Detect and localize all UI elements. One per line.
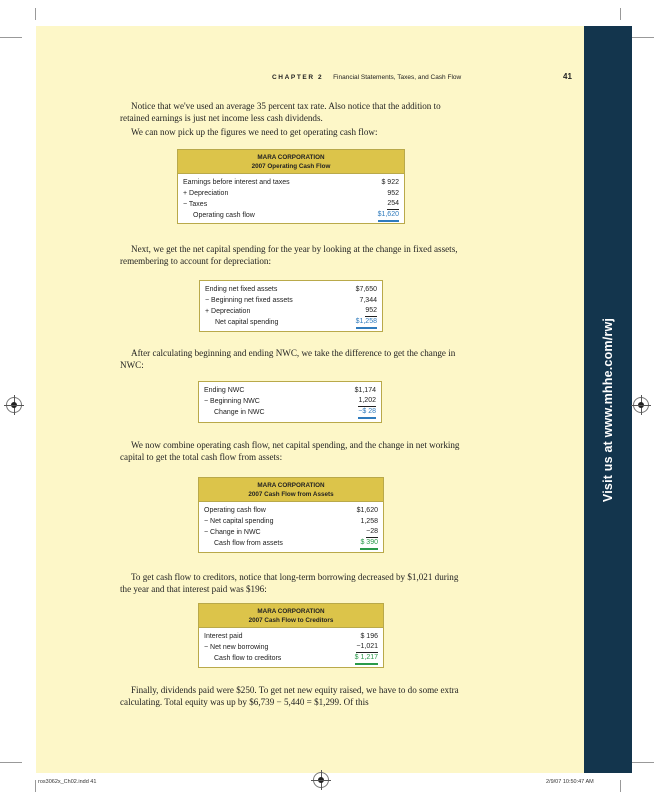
crop-mark xyxy=(35,780,36,792)
table-row xyxy=(204,538,378,549)
table-row xyxy=(183,199,399,210)
paragraph: Finally, dividends paid were $250. To get net new equity raised, we have to do some extra calculating. Total equity was up by $6,739 − 5,440 = $1,299. Of this xyxy=(120,685,459,707)
footer-timestamp: 2/9/07 10:50:47 AM xyxy=(546,779,594,785)
footer-filename: ros3062x_Ch02.indd 41 xyxy=(38,779,97,785)
row-label: Operating cash flow xyxy=(204,507,266,514)
row-value: 1,202 xyxy=(358,396,376,407)
table-row xyxy=(204,631,378,642)
row-label: Interest paid xyxy=(204,633,243,640)
table-title: MARA CORPORATION xyxy=(257,154,325,161)
row-label: Ending net fixed assets xyxy=(205,286,278,293)
table-subtitle: 2007 Cash Flow from Assets xyxy=(248,491,334,498)
table-row xyxy=(205,284,377,295)
paragraph: Next, we get the net capital spending for the year by looking at the change in fixed assets, remembering to account for depreciation: xyxy=(120,244,458,266)
crop-mark xyxy=(632,37,654,38)
table-row xyxy=(204,642,378,653)
paragraph: We can now pick up the figures we need to get operating cash flow: xyxy=(131,127,378,137)
row-value: $ 196 xyxy=(360,633,378,640)
paragraph: To get cash flow to creditors, notice that long-term borrowing decreased by $1,021 during the year and that interest paid was $196: xyxy=(120,572,459,594)
table-row xyxy=(204,516,378,527)
table-row xyxy=(183,188,399,199)
change-in-nwc-table xyxy=(198,381,382,423)
crop-mark xyxy=(632,762,654,763)
operating-cash-flow-table xyxy=(177,149,405,224)
row-value: 952 xyxy=(365,306,377,317)
row-label: − Beginning NWC xyxy=(204,398,260,405)
registration-mark-icon xyxy=(313,772,329,788)
sidebar-url-text: Visit us at www.mhhe.com/rwj xyxy=(601,317,615,503)
row-value: $ 922 xyxy=(381,179,399,186)
total-value: $ 1,217 xyxy=(355,653,378,665)
row-label: − Net new borrowing xyxy=(204,644,269,651)
crop-mark xyxy=(35,8,36,20)
table-subtitle: 2007 Operating Cash Flow xyxy=(251,163,331,170)
total-value: $1,258 xyxy=(356,317,377,329)
crop-mark xyxy=(620,8,621,20)
total-value: $1,620 xyxy=(378,210,399,222)
row-label: Ending NWC xyxy=(204,387,245,394)
crop-mark xyxy=(620,780,621,792)
row-label: − Beginning net fixed assets xyxy=(205,297,293,304)
crop-mark xyxy=(0,37,22,38)
table-row xyxy=(204,653,378,664)
page-number: 41 xyxy=(563,72,572,81)
running-header xyxy=(272,74,461,81)
row-label: Net capital spending xyxy=(215,319,279,326)
row-label: − Change in NWC xyxy=(204,529,261,536)
row-label: − Taxes xyxy=(183,201,208,208)
row-value: 7,344 xyxy=(359,297,377,304)
chapter-label: CHAPTER 2 xyxy=(272,74,324,81)
row-value: $1,620 xyxy=(356,507,378,514)
table-row xyxy=(205,306,377,317)
table-header xyxy=(178,150,404,174)
table-title: MARA CORPORATION xyxy=(257,482,325,489)
registration-mark-icon xyxy=(633,397,649,413)
crop-mark xyxy=(0,762,22,763)
row-value: 952 xyxy=(387,190,399,197)
table-row xyxy=(204,407,376,418)
table-row xyxy=(205,317,377,328)
total-value: $ 390 xyxy=(360,538,378,550)
paragraph: We now combine operating cash flow, net capital spending, and the change in net working capital to get the total cash flow from assets: xyxy=(120,440,460,462)
table-row xyxy=(204,385,376,396)
row-value: 254 xyxy=(387,199,399,210)
table-row xyxy=(204,505,378,516)
table-subtitle: 2007 Cash Flow to Creditors xyxy=(248,617,334,624)
row-label: Earnings before interest and taxes xyxy=(183,179,290,186)
table-row xyxy=(204,527,378,538)
net-capital-spending-table xyxy=(199,280,383,332)
row-label: Cash flow to creditors xyxy=(214,655,282,662)
row-label: + Depreciation xyxy=(205,308,251,315)
row-value: −1,021 xyxy=(356,642,378,653)
row-label: + Depreciation xyxy=(183,190,229,197)
total-value: −$ 28 xyxy=(358,407,376,419)
cash-flow-from-assets-table xyxy=(198,477,384,553)
table-row xyxy=(205,295,377,306)
row-value: 1,258 xyxy=(360,518,378,525)
row-label: Cash flow from assets xyxy=(214,540,283,547)
table-header xyxy=(199,604,383,628)
registration-mark-icon xyxy=(6,397,22,413)
row-value: −28 xyxy=(366,527,378,538)
row-value: $7,650 xyxy=(355,286,377,293)
row-label: Operating cash flow xyxy=(193,212,255,219)
table-row xyxy=(183,210,399,221)
chapter-title: Financial Statements, Taxes, and Cash Flow xyxy=(333,74,462,81)
row-value: $1,174 xyxy=(354,387,376,394)
table-header xyxy=(199,478,383,502)
cash-flow-to-creditors-table xyxy=(198,603,384,668)
paragraph: After calculating beginning and ending NWC, we take the difference to get the change in NWC: xyxy=(120,348,456,370)
table-title: MARA CORPORATION xyxy=(257,608,325,615)
row-label: − Net capital spending xyxy=(204,518,274,525)
row-label: Change in NWC xyxy=(214,409,265,416)
paragraph: Notice that we've used an average 35 percent tax rate. Also notice that the addition to retained earnings is just net income less cash dividends. xyxy=(120,101,441,123)
table-row xyxy=(204,396,376,407)
table-row xyxy=(183,177,399,188)
